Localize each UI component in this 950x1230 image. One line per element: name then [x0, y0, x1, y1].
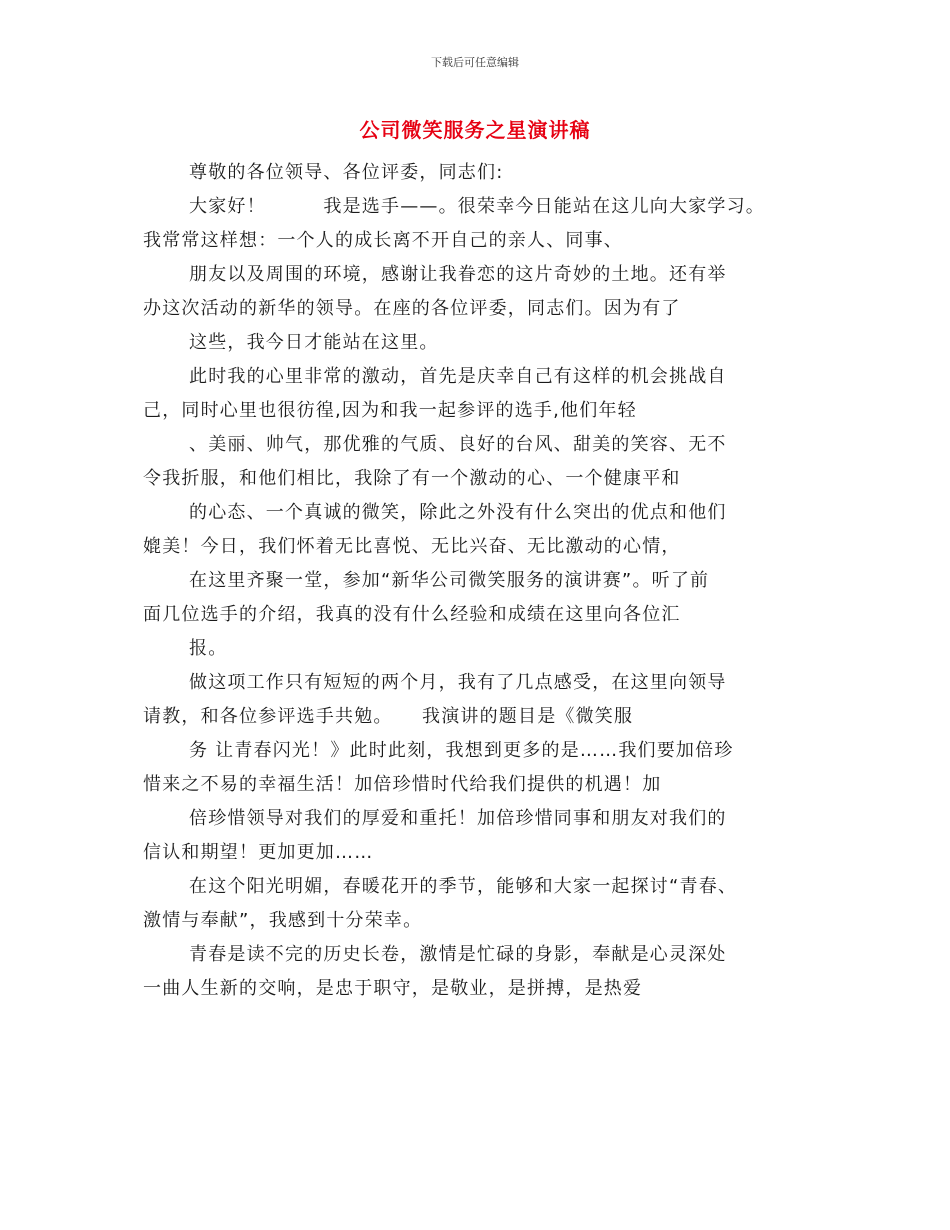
body-line: 面几位选手的介绍，我真的没有什么经验和成绩在这里向各位汇 [143, 604, 681, 625]
body-line: 朋友以及周围的环境，感谢让我眷恋的这片奇妙的土地。还有举 [189, 264, 727, 285]
document-body [143, 156, 813, 1006]
body-line: 报。 [189, 638, 228, 659]
body-line: 的心态、一个真诚的微笑，除此之外没有什么突出的优点和他们 [189, 502, 727, 523]
body-line: 大家好！ 我是选手——。很荣幸今日能站在这儿向大家学习。 [189, 196, 765, 217]
body-line: 惜来之不易的幸福生活！加倍珍惜时代给我们提供的机遇！加 [143, 774, 662, 795]
body-line: 在这个阳光明媚，春暖花开的季节，能够和大家一起探讨“青春、 [189, 876, 738, 897]
body-line: 令我折服，和他们相比，我除了有一个激动的心、一个健康平和 [143, 468, 681, 489]
body-line: 这些，我今日才能站在这里。 [189, 332, 439, 353]
body-line: 、美丽、帅气，那优雅的气质、良好的台风、甜美的笑容、无不 [189, 434, 727, 455]
body-line: 青春是读不完的历史长卷，激情是忙碌的身影，奉献是心灵深处 [189, 944, 727, 965]
body-line: 一曲人生新的交响，是忠于职守，是敬业，是拼搏，是热爱 [143, 978, 643, 999]
body-line: 请教，和各位参评选手共勉。 我演讲的题目是《微笑服 [143, 706, 634, 727]
body-line: 我常常这样想：一个人的成长离不开自己的亲人、同事、 [143, 230, 623, 251]
body-line: 倍珍惜领导对我们的厚爱和重托！加倍珍惜同事和朋友对我们的 [189, 808, 727, 829]
body-line: 做这项工作只有短短的两个月，我有了几点感受，在这里向领导 [189, 672, 727, 693]
body-line: 此时我的心里非常的激动，首先是庆幸自己有这样的机会挑战自 [189, 366, 727, 387]
body-line: 激情与奉献”，我感到十分荣幸。 [143, 910, 423, 931]
body-line: 在这里齐聚一堂，参加“新华公司微笑服务的演讲赛”。听了前 [189, 570, 710, 591]
page-header-note: 下载后可任意编辑 [431, 56, 519, 69]
body-line: 媲美！今日，我们怀着无比喜悦、无比兴奋、无比激动的心情， [143, 536, 681, 557]
body-line: 尊敬的各位领导、各位评委，同志们: [189, 162, 504, 183]
body-line: 信认和期望！更加更加…… [143, 842, 374, 863]
body-line: 己，同时心里也很彷徨,因为和我一起参评的选手,他们年轻 [143, 400, 637, 421]
body-line: 办这次活动的新华的领导。在座的各位评委，同志们。因为有了 [143, 298, 681, 319]
document-title: 公司微笑服务之星演讲稿 [359, 118, 591, 142]
body-line: 务 让青春闪光！》此时此刻，我想到更多的是……我们要加倍珍 [189, 740, 734, 761]
